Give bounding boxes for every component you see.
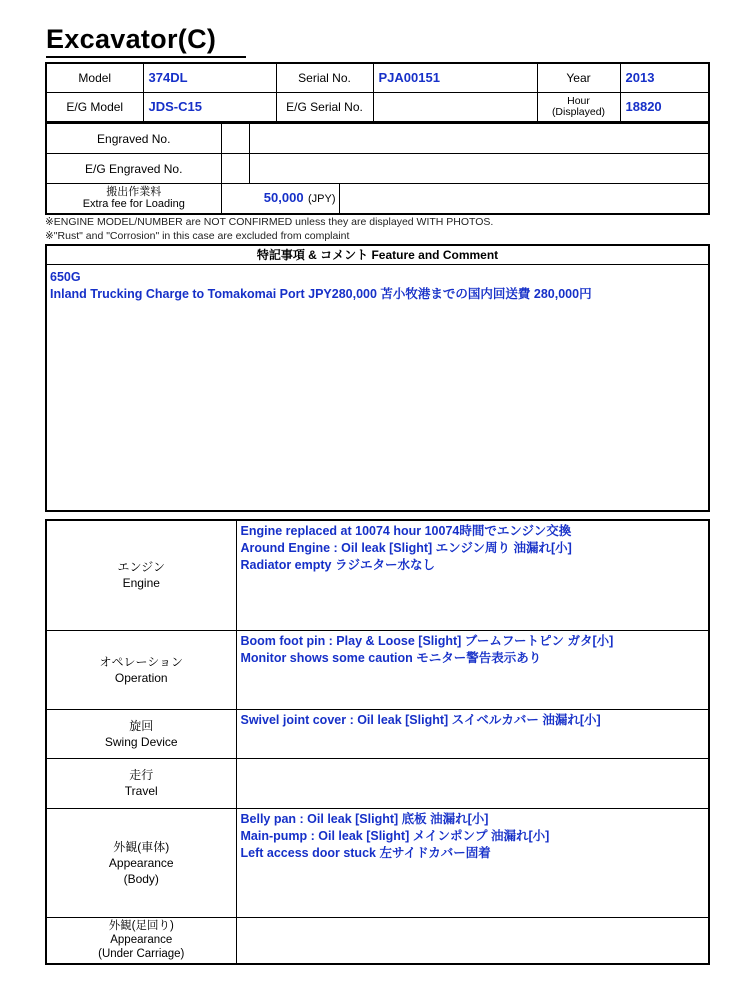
inspection-item: Left access door stuck 左サイドカバー固着 (240, 845, 491, 860)
engraved-label: Engraved No. (46, 124, 221, 154)
category-cell (46, 709, 236, 758)
inspection-item: Swivel joint cover : Oil leak [Slight] スイベルカバー 油漏れ[小] (240, 712, 601, 727)
extra-fee-blank (339, 184, 709, 214)
items-cell (236, 520, 709, 630)
category-en-sub: (Under Carriage) (98, 948, 185, 961)
inspection-item: Monitor shows some caution モニター警告表示あり (240, 650, 542, 665)
category-jp: エンジン (117, 560, 165, 575)
category-jp: 旋回 (129, 718, 154, 733)
inspection-table (45, 519, 710, 965)
inspection-row-appearance-body (46, 808, 709, 917)
engraved-value (249, 124, 709, 154)
year-value: 2013 (620, 63, 709, 92)
category-jp: 走行 (129, 768, 154, 782)
hour-label-line2: (Displayed) (551, 105, 606, 118)
category-cell (46, 808, 236, 917)
inspection-item: Radiator empty ラジエター水なし (240, 558, 435, 572)
feature-heading: 特記事項 & コメント Feature and Comment (47, 246, 708, 265)
inspection-item: Main-pump : Oil leak [Slight] メインポンプ 油漏れ[小] (240, 828, 550, 843)
extra-fee-value: 50,000 (263, 190, 304, 206)
category-en: Appearance (110, 934, 173, 947)
items-cell (236, 630, 709, 709)
page-title: Excavator(C) (46, 24, 217, 54)
spec-table (45, 62, 710, 123)
extra-fee-cell (221, 184, 339, 214)
category-en: Engine (122, 576, 160, 591)
year-label: Year (537, 63, 620, 92)
hour-label-line1: Hour (567, 94, 590, 107)
items-cell (236, 808, 709, 917)
serial-label: Serial No. (276, 63, 373, 92)
items-cell (236, 758, 709, 808)
inspection-item: Around Engine : Oil leak [Slight] エンジン周り 油漏れ[小] (240, 541, 572, 555)
category-jp: オペレーション (99, 654, 184, 669)
extra-fee-label (46, 184, 221, 214)
eg-engraved-check-cell (221, 154, 249, 184)
category-cell (46, 758, 236, 808)
eg-model-value: JDS-C15 (143, 92, 276, 122)
items-cell (236, 709, 709, 758)
hour-value: 18820 (620, 92, 709, 122)
extra-fee-label-jp: 搬出作業料 (106, 186, 162, 199)
inspection-item: Engine replaced at 10074 hour 10074時間でエンジン交換 (240, 524, 572, 538)
category-cell (46, 917, 236, 964)
feature-line: Inland Trucking Charge to Tomakomai Port JPY280,000 苫小牧港までの国内回送費 280,000円 (50, 287, 592, 301)
model-label: Model (46, 63, 143, 92)
feature-body (47, 265, 708, 307)
inspection-row-operation (46, 630, 709, 709)
category-jp: 外観(車体) (113, 839, 170, 854)
category-en-sub: (Body) (123, 871, 159, 886)
rust-note: ※"Rust" and "Corrosion" in this case are excluded from complaint (45, 230, 350, 242)
engine-note: ※ENGINE MODEL/NUMBER are NOT CONFIRMED unless they are displayed WITH PHOTOS. (45, 216, 494, 228)
eg-serial-label: E/G Serial No. (276, 92, 373, 122)
eg-model-label: E/G Model (46, 92, 143, 122)
title-underline (46, 56, 246, 58)
extra-fee-label-en: Extra fee for Loading (82, 198, 185, 211)
eg-engraved-label: E/G Engraved No. (46, 154, 221, 184)
category-en: Operation (114, 670, 168, 685)
feature-comment-box (45, 244, 710, 512)
inspection-row-engine (46, 520, 709, 630)
eg-engraved-value (249, 154, 709, 184)
inspection-item: Boom foot pin : Play & Loose [Slight] ブームフートピン ガタ[小] (240, 633, 614, 648)
category-en: Swing Device (104, 734, 178, 749)
items-cell (236, 917, 709, 964)
category-en: Travel (124, 784, 158, 798)
category-jp: 外観(足回り) (108, 920, 174, 933)
serial-value: PJA00151 (373, 63, 537, 92)
eg-serial-value (373, 92, 537, 122)
hour-label (537, 92, 620, 122)
inspection-item: Belly pan : Oil leak [Slight] 底板 油漏れ[小] (240, 811, 489, 826)
engraved-check-cell (221, 124, 249, 154)
inspection-row-swing (46, 709, 709, 758)
category-cell (46, 630, 236, 709)
inspection-row-appearance-undercarriage (46, 917, 709, 964)
extra-fee-unit: (JPY) (308, 193, 336, 206)
category-en: Appearance (108, 855, 174, 870)
inspection-row-travel (46, 758, 709, 808)
model-value: 374DL (143, 63, 276, 92)
engraved-table (45, 123, 710, 215)
category-cell (46, 520, 236, 630)
feature-line: 650G (50, 270, 81, 284)
